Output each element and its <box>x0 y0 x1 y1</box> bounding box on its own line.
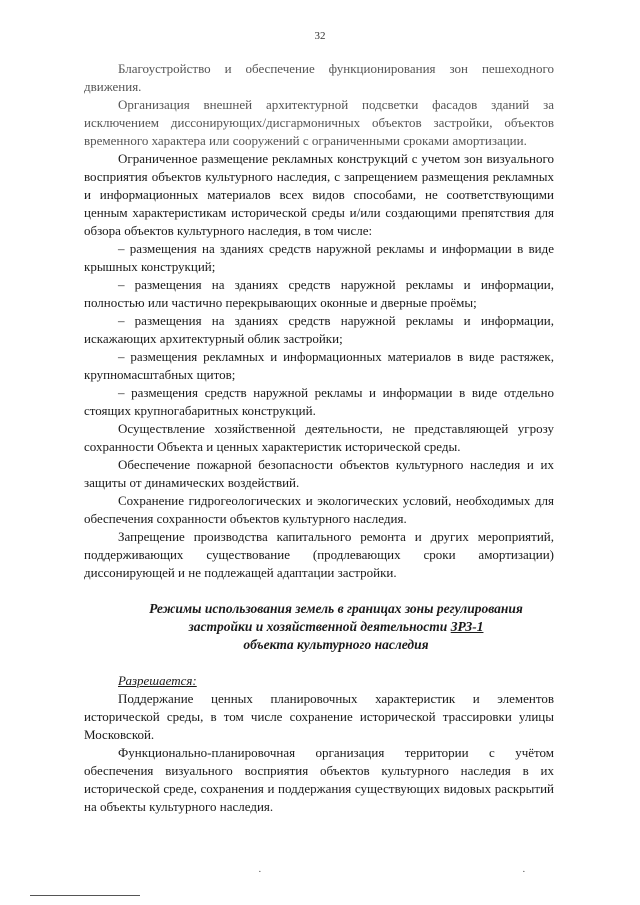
list-item: – размещения рекламных и информационных материалов в виде растяжек, крупномасштабных щитов; <box>84 349 554 382</box>
heading-line <box>84 618 554 636</box>
list-item: – размещения на зданиях средств наружной рекламы и информации, полностью или частично перекрывающих оконные и дверные проёмы; <box>84 277 554 310</box>
paragraph: Осуществление хозяйственной деятельности, не представляющей угрозу сохранности Объекта и ценных характеристик исторической среды. <box>84 421 554 454</box>
paragraph: Запрещение производства капитального ремонта и других мероприятий, поддерживающих существование (продлевающих сроки амортизации) диссонирующей и не подлежащей адаптации застройки. <box>84 529 554 580</box>
scan-mark: · <box>258 866 262 878</box>
list-item: – размещения на зданиях средств наружной рекламы и информации, искажающих архитектурный облик застройки; <box>84 313 554 346</box>
zone-code: ЗРЗ-1 <box>450 619 484 634</box>
page-number: 32 <box>314 30 326 42</box>
paragraph: Обеспечение пожарной безопасности объектов культурного наследия и их защиты от динамических воздействий. <box>84 457 554 490</box>
paragraph: Сохранение гидрогеологических и экологических условий, необходимых для обеспечения сохранности объектов культурного наследия. <box>84 493 554 526</box>
section-heading <box>84 600 554 654</box>
spacer <box>84 582 554 600</box>
document-body <box>84 60 554 816</box>
footer-divider <box>30 895 140 897</box>
paragraph: Поддержание ценных планировочных характеристик и элементов исторической среды, в том числе сохранение исторической трассировки улицы Московской. <box>84 691 554 742</box>
paragraph: Ограниченное размещение рекламных конструкций с учетом зон визуального восприятия объектов культурного наследия, с запрещением размещения рекламных и информационных материалов всех видов способами, не соответствующими ценным характеристикам исторической среды и/или создающими препятствия для обзора объектов культурного наследия, в том числе: <box>84 151 554 238</box>
paragraph: Организация внешней архитектурной подсветки фасадов зданий за исключением диссонирующих/дисгармоничных объектов застройки, объектов временного характера или сооружений с ограниченными сроками амортизации. <box>84 97 554 148</box>
paragraph: Благоустройство и обеспечение функционирования зон пешеходного движения. <box>84 61 554 94</box>
list-item: – размещения на зданиях средств наружной рекламы и информации в виде крышных конструкций; <box>84 241 554 274</box>
spacer <box>84 654 554 672</box>
heading-line: объекта культурного наследия <box>243 637 429 652</box>
heading-line-text: застройки и хозяйственной деятельности <box>188 619 451 634</box>
allowed-label: Разрешается: <box>118 673 197 688</box>
list-item: – размещения средств наружной рекламы и информации в виде отдельно стоящих крупногабаритных конструкций. <box>84 385 554 418</box>
heading-line: Режимы использования земель в границах зоны регулирования <box>149 601 523 616</box>
paragraph: Функционально-планировочная организация территории с учётом обеспечения визуального восприятия объектов культурного наследия в их исторической среде, сохранения и поддержания существующих видовых раскрытий на объекты культурного наследия. <box>84 745 554 814</box>
scan-mark: · <box>522 866 526 878</box>
